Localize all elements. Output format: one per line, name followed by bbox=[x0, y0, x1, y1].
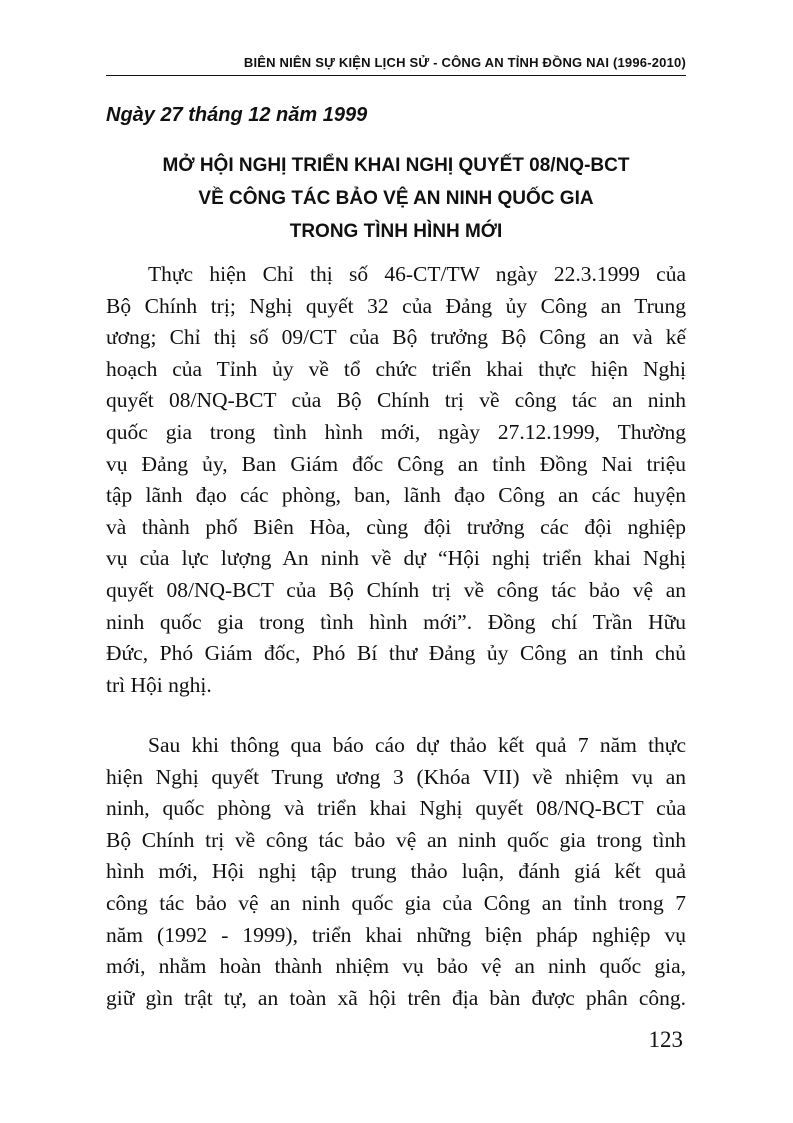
text-line: vụ của lực lượng An ninh về dự “Hội nghị triển khai Nghị bbox=[106, 546, 686, 571]
title-line: TRONG TÌNH HÌNH MỚI bbox=[289, 221, 503, 242]
text-line: và thành phố Biên Hòa, cùng đội trưởng các đội nghiệp bbox=[106, 514, 686, 539]
text-line: hiện Nghị quyết Trung ương 3 (Khóa VII) về nhiệm vụ an bbox=[106, 764, 686, 789]
paragraph-2 bbox=[106, 730, 686, 1014]
text-line: Đức, Phó Giám đốc, Phó Bí thư Đảng ủy Công an tỉnh chủ bbox=[106, 641, 686, 666]
text-line: hình mới, Hội nghị tập trung thảo luận, đánh giá kết quả bbox=[106, 859, 686, 884]
title-line: VỀ CÔNG TÁC BẢO VỆ AN NINH QUỐC GIA bbox=[198, 188, 594, 209]
entry-date: Ngày 27 tháng 12 năm 1999 bbox=[106, 104, 368, 126]
text-line: Sau khi thông qua báo cáo dự thảo kết quả 7 năm thực bbox=[148, 733, 686, 757]
text-line: quyết 08/NQ-BCT của Bộ Chính trị về công tác bảo vệ an bbox=[106, 577, 686, 602]
text-line: Bộ Chính trị; Nghị quyết 32 của Đảng ủy Công an Trung bbox=[106, 293, 686, 318]
text-line: vụ Đảng ủy, Ban Giám đốc Công an tỉnh Đồng Nai triệu bbox=[106, 451, 686, 476]
text-line: ương; Chỉ thị số 09/CT của Bộ trưởng Bộ Công an và kế bbox=[106, 325, 686, 350]
text-line: mới, nhằm hoàn thành nhiệm vụ bảo vệ an ninh quốc gia, bbox=[106, 954, 686, 979]
text-line: ninh, quốc phòng và triển khai Nghị quyết 08/NQ-BCT của bbox=[106, 796, 686, 821]
title-line: MỞ HỘI NGHỊ TRIỂN KHAI NGHỊ QUYẾT 08/NQ-BCT bbox=[162, 155, 630, 176]
text-line: quyết 08/NQ-BCT của Bộ Chính trị về công tác an ninh bbox=[106, 388, 686, 413]
text-line: Bộ Chính trị về công tác bảo vệ an ninh quốc gia trong tình bbox=[106, 827, 686, 852]
text-line: công tác bảo vệ an ninh quốc gia của Công an tỉnh trong 7 bbox=[106, 890, 686, 915]
text-line: tập lãnh đạo các phòng, ban, lãnh đạo Công an các huyện bbox=[106, 483, 686, 508]
text-line: trì Hội nghị. bbox=[106, 672, 212, 697]
text-line: năm (1992 - 1999), triển khai những biện pháp nghiệp vụ bbox=[106, 922, 686, 947]
text-line: giữ gìn trật tự, an toàn xã hội trên địa bàn được phân công. bbox=[106, 985, 686, 1010]
text-line: hoạch của Tỉnh ủy về tổ chức triển khai thực hiện Nghị bbox=[106, 356, 686, 381]
entry-title bbox=[106, 149, 686, 248]
page-number: 123 bbox=[648, 1027, 683, 1052]
text-line: quốc gia trong tình hình mới, ngày 27.12.1999, Thường bbox=[106, 419, 686, 444]
running-header: BIÊN NIÊN SỰ KIỆN LỊCH SỬ - CÔNG AN TỈNH ĐỒNG NAI (1996-2010) bbox=[106, 55, 686, 76]
text-line: ninh quốc gia trong tình hình mới”. Đồng chí Trần Hữu bbox=[106, 609, 686, 634]
paragraph-1 bbox=[106, 259, 686, 701]
text-line: Thực hiện Chỉ thị số 46-CT/TW ngày 22.3.1999 của bbox=[148, 262, 686, 286]
